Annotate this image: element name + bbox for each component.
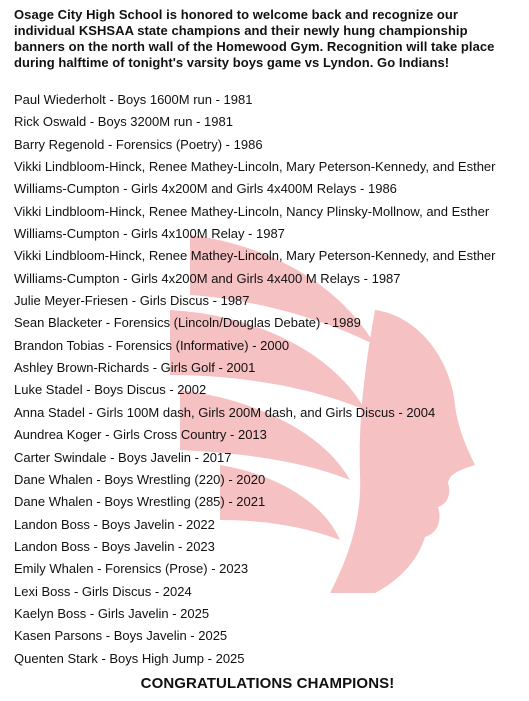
closing-heading: CONGRATULATIONS CHAMPIONS!: [140, 674, 395, 692]
champion-line: Anna Stadel - Girls 100M dash, Girls 200M dash, and Girls Discus - 2004: [14, 404, 436, 420]
intro-paragraph: Osage City High School is honored to welcome back and recognize our individual KSHSAA state champions and their newly hung championship banners on the north wall of the Homewood Gym. Recognition will take place during halftime of tonight's varsity boys game vs Lyndon. Go Indians!: [14, 7, 495, 70]
champion-line: Vikki Lindbloom-Hinck, Renee Mathey-Lincoln, Mary Peterson-Kennedy, and Esther: [14, 248, 496, 264]
champion-line: Landon Boss - Boys Javelin - 2022: [14, 516, 215, 532]
champion-line: Lexi Boss - Girls Discus - 2024: [14, 583, 192, 599]
champion-line: Brandon Tobias - Forensics (Informative) - 2000: [14, 337, 290, 353]
champion-line: Sean Blacketer - Forensics (Lincoln/Douglas Debate) - 1989: [14, 315, 361, 331]
champion-line: Dane Whalen - Boys Wrestling (285) - 2021: [14, 494, 266, 510]
champion-line: Barry Regenold - Forensics (Poetry) - 1986: [14, 136, 263, 152]
champion-line: Carter Swindale - Boys Javelin - 2017: [14, 449, 232, 465]
champion-line: Williams-Cumpton - Girls 4x100M Relay - 1987: [14, 226, 285, 242]
champion-line: Luke Stadel - Boys Discus - 2002: [14, 382, 207, 398]
champion-line: Rick Oswald - Boys 3200M run - 1981: [14, 114, 233, 130]
champion-line: Landon Boss - Boys Javelin - 2023: [14, 538, 215, 554]
champion-line: Williams-Cumpton - Girls 4x200M and Girls 4x400 M Relays - 1987: [14, 270, 401, 286]
champion-line: Aundrea Koger - Girls Cross Country - 2013: [14, 427, 267, 443]
champion-line: Paul Wiederholt - Boys 1600M run - 1981: [14, 92, 253, 107]
champion-line: Vikki Lindbloom-Hinck, Renee Mathey-Lincoln, Nancy Plinsky-Mollnow, and Esther: [14, 203, 490, 219]
champion-line: Julie Meyer-Friesen - Girls Discus - 1987: [14, 293, 250, 309]
champion-line: Emily Whalen - Forensics (Prose) - 2023: [14, 561, 249, 577]
champion-line: Williams-Cumpton - Girls 4x200M and Girls 4x400M Relays - 1986: [14, 181, 397, 197]
champion-line: Quenten Stark - Boys High Jump - 2025: [14, 650, 245, 666]
champion-line: Kasen Parsons - Boys Javelin - 2025: [14, 628, 228, 644]
champion-line: Vikki Lindbloom-Hinck, Renee Mathey-Lincoln, Mary Peterson-Kennedy, and Esther: [14, 159, 496, 175]
champion-line: Kaelyn Boss - Girls Javelin - 2025: [14, 605, 210, 621]
champion-line: Dane Whalen - Boys Wrestling (220) - 2020: [14, 471, 266, 487]
champions-list: [14, 89, 519, 670]
champion-line: Ashley Brown-Richards - Girls Golf - 2001: [14, 360, 256, 376]
